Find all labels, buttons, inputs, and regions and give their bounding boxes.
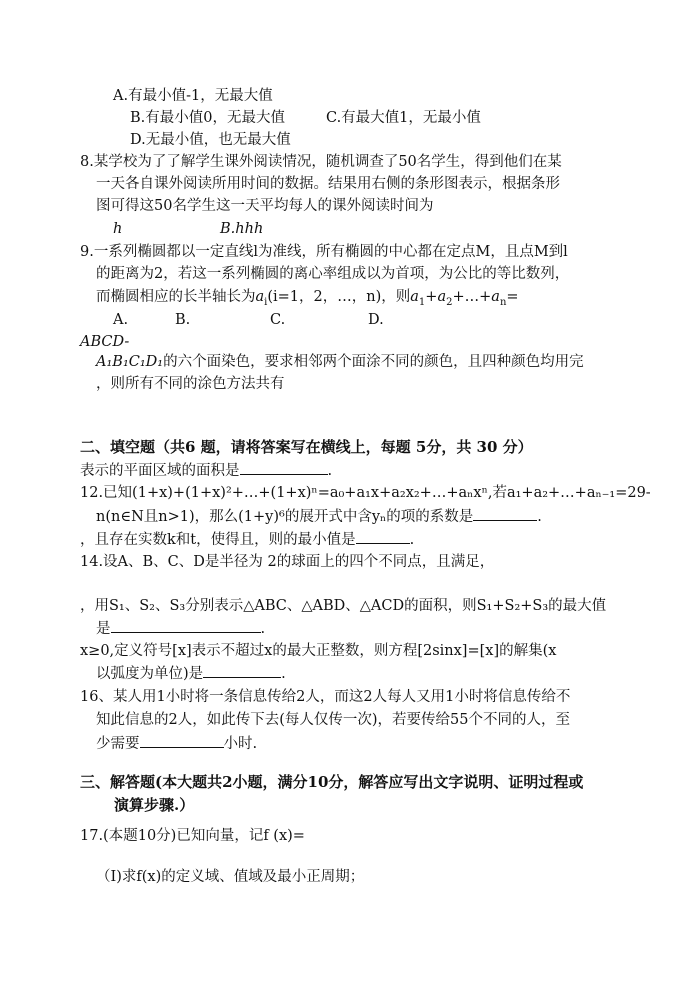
- section3-header-line1: 三、解答题(本大题共2小题，满分10分，解答应写出文字说明、证明过程或: [80, 773, 584, 791]
- section2-header: 二、填空题（共6 题，请将答案写在横线上，每题 5分，共 30 分）: [80, 438, 533, 456]
- q16-line3: 少需要 小时.: [96, 733, 257, 754]
- q12-line2: n(n∈N且n>1)，那么(1+y)⁶的展开式中含yₙ的项的系数是 .: [96, 506, 542, 527]
- q15-answer-blank[interactable]: [203, 663, 281, 678]
- q15-line2: 以弧度为单位)是 .: [96, 663, 286, 684]
- q13-answer-blank[interactable]: [356, 529, 410, 544]
- section3-header-line2: 演算步骤.）: [114, 796, 195, 814]
- q8-line2: 一天各自课外阅读所用时间的数据。结果用右侧的条形图表示，根据条形: [96, 176, 560, 192]
- q16-line2: 知此信息的2人，如此传下去(每人仅传一次)，若要传给55个不同的人，至: [96, 712, 570, 728]
- q10-line1: [96, 352, 584, 372]
- q9-option-a: A.: [113, 312, 129, 328]
- q17-line2: （Ⅰ)求f(x)的定义域、值域及最小正周期；: [96, 869, 365, 885]
- q9-option-c: C.: [270, 312, 286, 328]
- q9-line3: 而椭圆相应的长半轴长为$a_i(i=1$，2，…，n)，则$a_1+a_2+\dots+a_n=$: [96, 289, 519, 308]
- q7-option-d: D.无最小值，也无最大值: [130, 132, 291, 148]
- q13-line: ，且存在实数k和t，使得且，则的最小值是 .: [80, 529, 414, 550]
- q8-line3: 图可得这50名学生这一天平均每人的课外阅读时间为: [96, 198, 434, 214]
- q14-line1: 14.设A、B、C、D是半径为 2的球面上的四个不同点，且满足，: [80, 554, 495, 570]
- q9-line3-prefix: 而椭圆相应的长半轴长为: [96, 289, 256, 305]
- q10-cube-label-2: A₁B₁C₁D₁: [96, 354, 164, 370]
- q9-option-b: B.: [175, 312, 191, 328]
- q9-option-d: D.: [368, 312, 384, 328]
- q9-line1: 9.一系列椭圆都以一定直线l为准线，所有椭圆的中心都在定点M，且点M到l: [80, 244, 568, 260]
- q10-cube-label: ABCD-: [80, 334, 130, 350]
- q16-line1: 16、某人用1小时将一条信息传给2人，而这2人每人又用1小时将信息传给不: [80, 689, 571, 705]
- q12-answer-blank[interactable]: [473, 506, 537, 521]
- q10-line2: ，则所有不同的涂色方法共有: [96, 376, 285, 392]
- q9-line2: 的距离为2，若这一系列椭圆的离心率组成以为首项，为公比的等比数列，: [96, 266, 570, 282]
- q7-option-a: A.有最小值-1，无最大值: [113, 88, 273, 104]
- q7-option-b: B.有最小值0，无最大值: [130, 110, 285, 126]
- q14-answer-blank[interactable]: [111, 618, 261, 633]
- q14-line3: 是 .: [96, 618, 265, 639]
- q11-answer-blank[interactable]: [240, 460, 328, 475]
- q17-line1: 17.(本题10分)已知向量，记f (x)=: [80, 828, 305, 844]
- q8-option-a: h: [113, 221, 123, 237]
- q11-line: 表示的平面区域的面积是 .: [80, 460, 332, 481]
- q16-answer-blank[interactable]: [140, 733, 224, 748]
- q10-text1: 的六个面染色，要求相邻两个面涂不同的颜色，且四种颜色均用完: [163, 354, 584, 370]
- q7-option-c: C.有最大值1，无最小值: [326, 110, 481, 126]
- q14-line2: ，用S₁、S₂、S₃分别表示△ABC、△ABD、△ACD的面积，则S₁+S₂+S₃的最大值: [80, 598, 607, 614]
- q8-line1: 8.某学校为了了解学生课外阅读情况，随机调查了50名学生，得到他们在某: [80, 154, 562, 170]
- q12-line1: 12.已知(1+x)+(1+x)²+…+(1+x)ⁿ=a₀+a₁x+a₂x₂+…+aₙxⁿ,若a₁+a₂+…+aₙ₋₁=29-: [80, 485, 651, 501]
- q9-line3-range: (i=1，2，…，n)，则: [267, 289, 411, 305]
- q8-option-b: B.hhh: [220, 221, 264, 237]
- q15-line1: x≥0,定义符号[x]表示不超过x的最大正整数，则方程[2sinx]=[x]的解集(x: [80, 643, 557, 659]
